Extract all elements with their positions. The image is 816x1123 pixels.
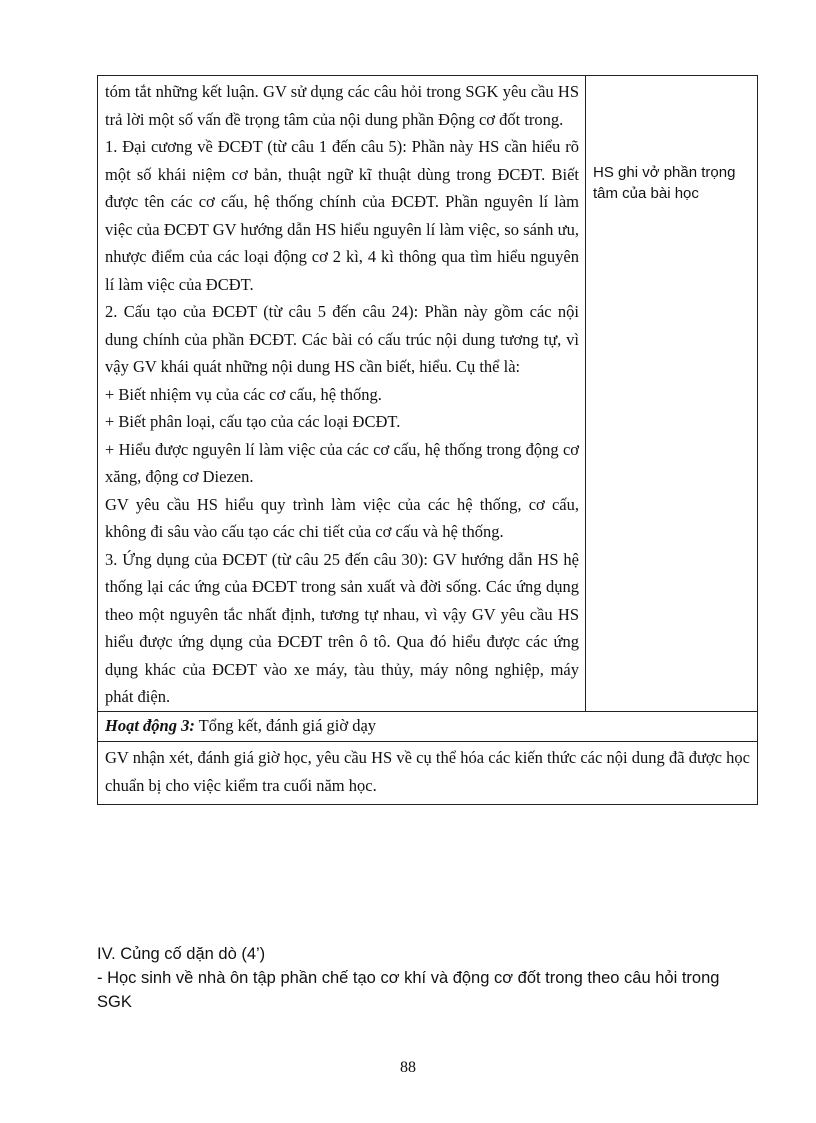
consolidation-heading: IV. Củng cố dặn dò (4’)	[97, 945, 266, 963]
consolidation-instruction: - Học sinh về nhà ôn tập phần chế tạo cơ khí và động cơ đốt trong theo câu hỏi trong SGK	[97, 969, 720, 1011]
activity-3-row	[98, 711, 758, 741]
page-number: 88	[400, 1059, 416, 1076]
bullet-classification: + Biết phân loại, cấu tạo của các loại ĐCĐT.	[105, 412, 401, 431]
intro-paragraph: tóm tắt những kết luận. GV sử dụng các câu hỏi trong SGK yêu cầu HS trả lời một số vấn đề trọng tâm của nội dung phần Động cơ đốt trong.	[105, 82, 579, 129]
activity-3-cell	[98, 711, 758, 741]
bullet-task: + Biết nhiệm vụ của các cơ cấu, hệ thống.	[105, 384, 382, 404]
consolidation-section	[97, 942, 757, 1014]
teacher-activity-cell	[98, 76, 586, 712]
bullet-principle: + Hiểu được nguyên lí làm việc của các cơ cấu, hệ thống trong động cơ xăng, động cơ Diezen.	[105, 439, 579, 486]
lesson-table	[97, 75, 758, 805]
process-paragraph: GV yêu cầu HS hiểu quy trình làm việc của các hệ thống, cơ cấu, không đi sâu vào cấu tạo các chi tiết của cơ cấu và hệ thống.	[105, 494, 579, 541]
activity-title: Hoạt động 3:	[105, 715, 195, 735]
section-3-paragraph: 3. Ứng dụng của ĐCĐT (từ câu 25 đến câu 30): GV hướng dẫn HS hệ thống lại các ứng của ĐCĐT trong sản xuất và đời sống. Các ứng dụng theo một nguyên tắc nhất định, tương tự nhau, vì vậy GV yêu cầu HS hiểu được ứng dụng của ĐCĐT trên ô tô. Qua đó hiểu được các ứng dụng khác của ĐCĐT vào xe máy, tàu thủy, máy nông nghiệp, máy phát điện.	[105, 549, 579, 706]
student-note: HS ghi vở phần trọng tâm của bài học	[593, 164, 736, 202]
section-1-paragraph: 1. Đại cương về ĐCĐT (từ câu 1 đến câu 5): Phần này HS cần hiểu rõ một số khái niệm cơ bản, thuật ngữ kĩ thuật dùng trong ĐCĐT. Biết được tên các cơ cấu, hệ thống chính của ĐCĐT. Phần nguyên lí làm việc của ĐCĐT GV hướng dẫn HS hiểu nguyên lí làm việc, so sánh ưu, nhược điểm của các loại động cơ 2 kì, 4 kì thông qua tìm hiểu nguyên lí làm việc của ĐCĐT.	[105, 137, 579, 294]
summary-cell: GV nhận xét, đánh giá giờ học, yêu cầu HS về cụ thể hóa các kiến thức các nội dung đã được học chuẩn bị cho việc kiểm tra cuối năm học.	[98, 741, 758, 804]
section-2-paragraph: 2. Cấu tạo của ĐCĐT (từ câu 5 đến câu 24): Phần này gồm các nội dung chính của phần ĐCĐT. Các bài có cấu trúc nội dung tương tự, vì vậy GV khái quát những nội dung HS cần biết, hiểu. Cụ thể là:	[105, 302, 579, 376]
summary-row	[98, 741, 758, 804]
teacher-activity-row	[98, 76, 758, 712]
student-activity-cell	[586, 76, 758, 712]
activity-text: Tổng kết, đánh giá giờ dạy	[194, 715, 377, 735]
